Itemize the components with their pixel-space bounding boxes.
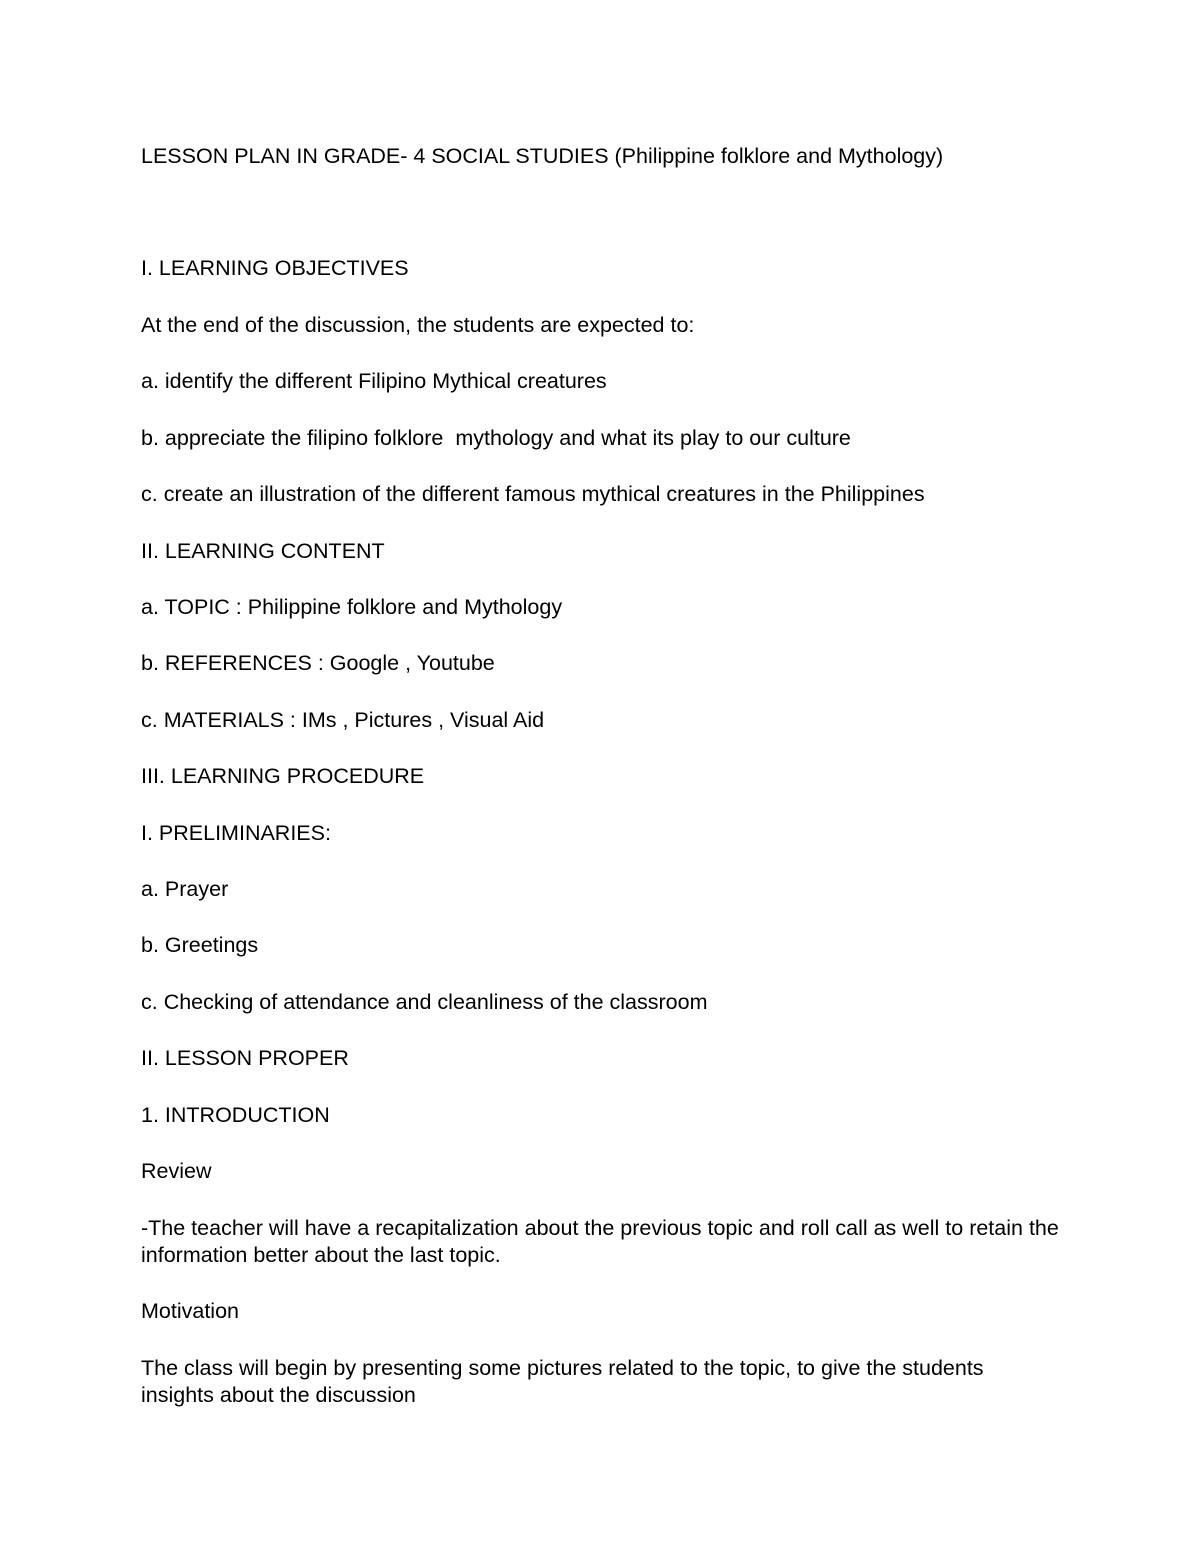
objective-item: a. identify the different Filipino Mythical creatures bbox=[141, 369, 607, 393]
procedure-heading: III. LEARNING PROCEDURE bbox=[141, 764, 425, 788]
document-title: LESSON PLAN IN GRADE- 4 SOCIAL STUDIES (Philippine folklore and Mythology) bbox=[141, 144, 944, 168]
preliminaries-item: b. Greetings bbox=[141, 933, 259, 957]
objectives-intro: At the end of the discussion, the students are expected to: bbox=[141, 313, 695, 337]
content-item: a. TOPIC : Philippine folklore and Mythology bbox=[141, 595, 563, 619]
content-item: b. REFERENCES : Google , Youtube bbox=[141, 651, 495, 675]
motivation-label: Motivation bbox=[141, 1299, 239, 1323]
content-item: c. MATERIALS : IMs , Pictures , Visual Aid bbox=[141, 708, 545, 732]
objectives-heading: I. LEARNING OBJECTIVES bbox=[141, 256, 409, 280]
preliminaries-heading: I. PRELIMINARIES: bbox=[141, 821, 331, 845]
review-text: -The teacher will have a recapitalization about the previous topic and roll call as well to retain the information better about the last topic. bbox=[141, 1216, 1059, 1267]
objective-item: c. create an illustration of the different famous mythical creatures in the Philippines bbox=[141, 482, 925, 506]
lesson-proper-heading: II. LESSON PROPER bbox=[141, 1046, 349, 1070]
preliminaries-item: a. Prayer bbox=[141, 877, 229, 901]
introduction-heading: 1. INTRODUCTION bbox=[141, 1103, 330, 1127]
objective-item: b. appreciate the filipino folklore mythology and what its play to our culture bbox=[141, 426, 851, 450]
preliminaries-item: c. Checking of attendance and cleanliness of the classroom bbox=[141, 990, 708, 1014]
content-heading: II. LEARNING CONTENT bbox=[141, 539, 385, 563]
motivation-text: The class will begin by presenting some pictures related to the topic, to give the students insights about the discussion bbox=[141, 1356, 984, 1407]
review-label: Review bbox=[141, 1159, 212, 1183]
